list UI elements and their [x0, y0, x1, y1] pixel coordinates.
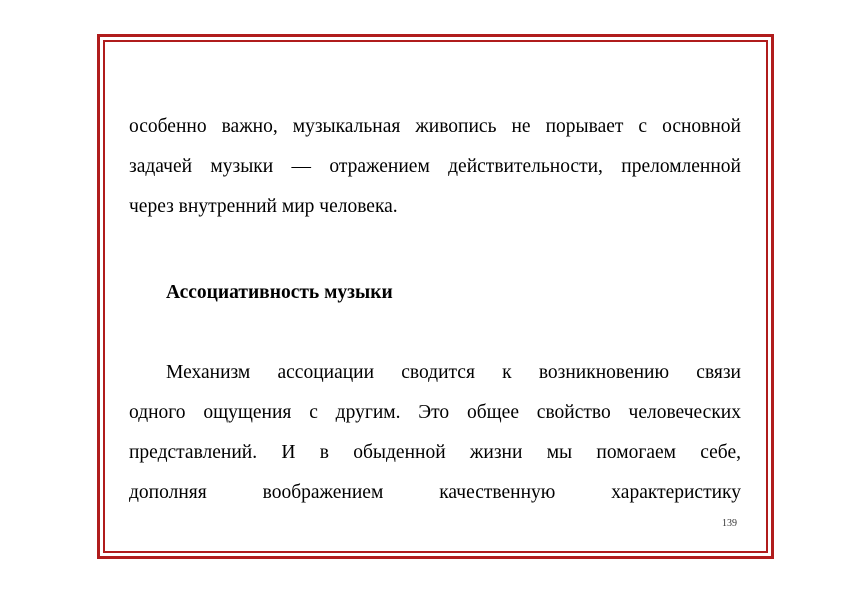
section-heading: Ассоциативность музыки [166, 282, 393, 303]
paragraph-line: дополняя воображением качественную характеристику [129, 482, 741, 503]
paragraph-line: Механизм ассоциации сводится к возникновению связи [166, 362, 741, 383]
paragraph-line: через внутренний мир человека. [129, 196, 398, 217]
paragraph-line: одного ощущения с другим. Это общее свойство человеческих [129, 402, 741, 423]
paragraph-line: представлений. И в обыденной жизни мы помогаем себе, [129, 442, 741, 463]
page-number: 139 [722, 518, 737, 529]
paragraph-line: задачей музыки — отражением действительности, преломленной [129, 156, 741, 177]
paragraph-line: особенно важно, музыкальная живопись не порывает с основной [129, 116, 741, 137]
